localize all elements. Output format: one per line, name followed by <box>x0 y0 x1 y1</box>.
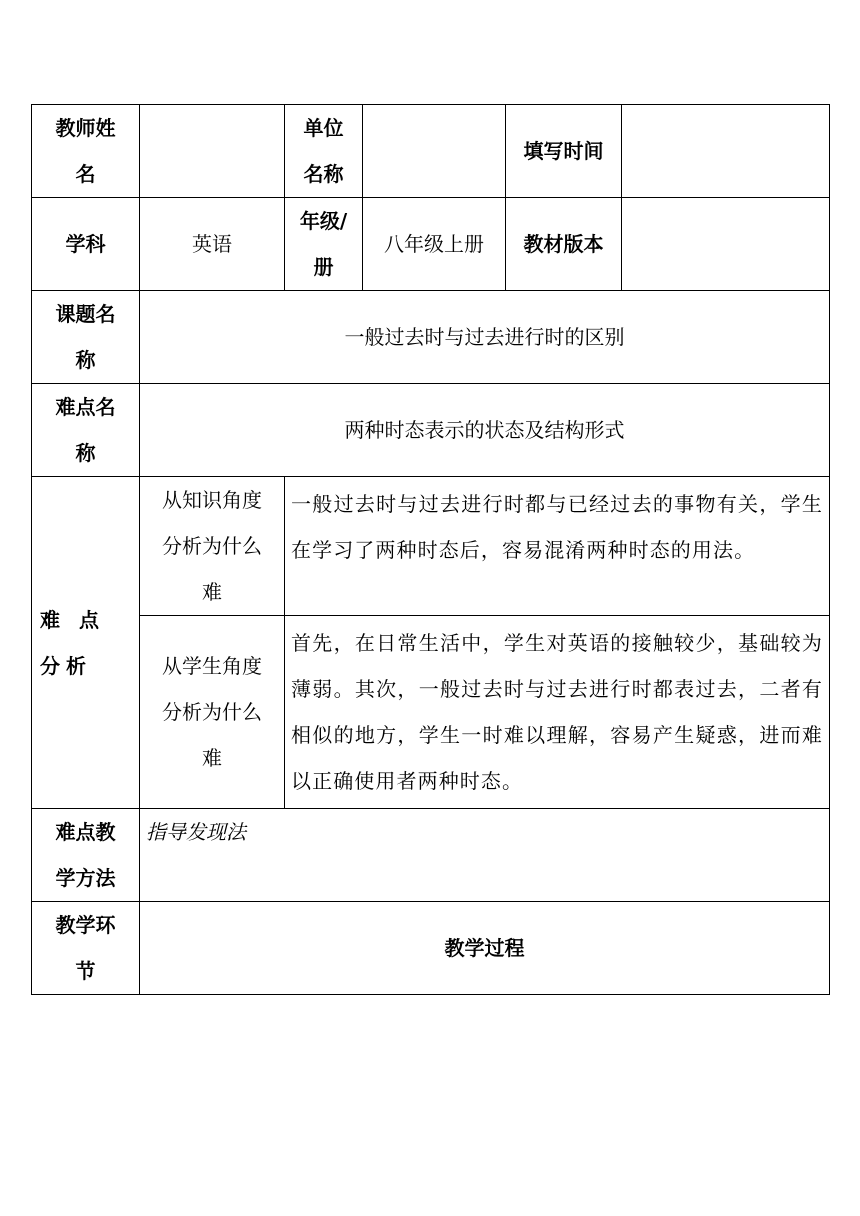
process-heading: 教学过程 <box>140 902 830 995</box>
method-value[interactable]: 指导发现法 <box>140 809 830 902</box>
edition-value[interactable] <box>622 198 830 291</box>
fill-time-value[interactable] <box>622 105 830 198</box>
process-label: 教学环节 <box>32 902 140 995</box>
student-angle-text[interactable]: 首先，在日常生活中，学生对英语的接触较少，基础较为薄弱。其次，一般过去时与过去进行时都表过去，二者有相似的地方，学生一时难以理解，容易产生疑惑，进而难以正确使用者两种时态。 <box>285 616 830 809</box>
student-angle-label: 从学生角度分析为什么难 <box>140 616 285 809</box>
method-row <box>32 809 830 902</box>
knowledge-angle-label: 从知识角度分析为什么难 <box>140 477 285 616</box>
topic-label: 课题名称 <box>32 291 140 384</box>
edition-label: 教材版本 <box>506 198 622 291</box>
subject-value[interactable]: 英语 <box>140 198 285 291</box>
knowledge-analysis-row <box>32 477 830 616</box>
topic-row <box>32 291 830 384</box>
unit-name-value[interactable] <box>363 105 506 198</box>
unit-name-label: 单位名称 <box>285 105 363 198</box>
difficulty-label: 难点名称 <box>32 384 140 477</box>
student-analysis-row <box>32 616 830 809</box>
fill-time-label: 填写时间 <box>506 105 622 198</box>
grade-value[interactable]: 八年级上册 <box>363 198 506 291</box>
subject-row <box>32 198 830 291</box>
teacher-name-value[interactable] <box>140 105 285 198</box>
analysis-label: 难 点 分析 <box>32 477 140 809</box>
lesson-form-table <box>31 104 830 995</box>
subject-label: 学科 <box>32 198 140 291</box>
grade-label: 年级/册 <box>285 198 363 291</box>
teacher-name-label: 教师姓名 <box>32 105 140 198</box>
method-label: 难点教学方法 <box>32 809 140 902</box>
difficulty-row <box>32 384 830 477</box>
topic-value[interactable]: 一般过去时与过去进行时的区别 <box>140 291 830 384</box>
knowledge-angle-text[interactable]: 一般过去时与过去进行时都与已经过去的事物有关，学生在学习了两种时态后，容易混淆两种时态的用法。 <box>285 477 830 616</box>
teacher-row <box>32 105 830 198</box>
difficulty-value[interactable]: 两种时态表示的状态及结构形式 <box>140 384 830 477</box>
process-row <box>32 902 830 995</box>
